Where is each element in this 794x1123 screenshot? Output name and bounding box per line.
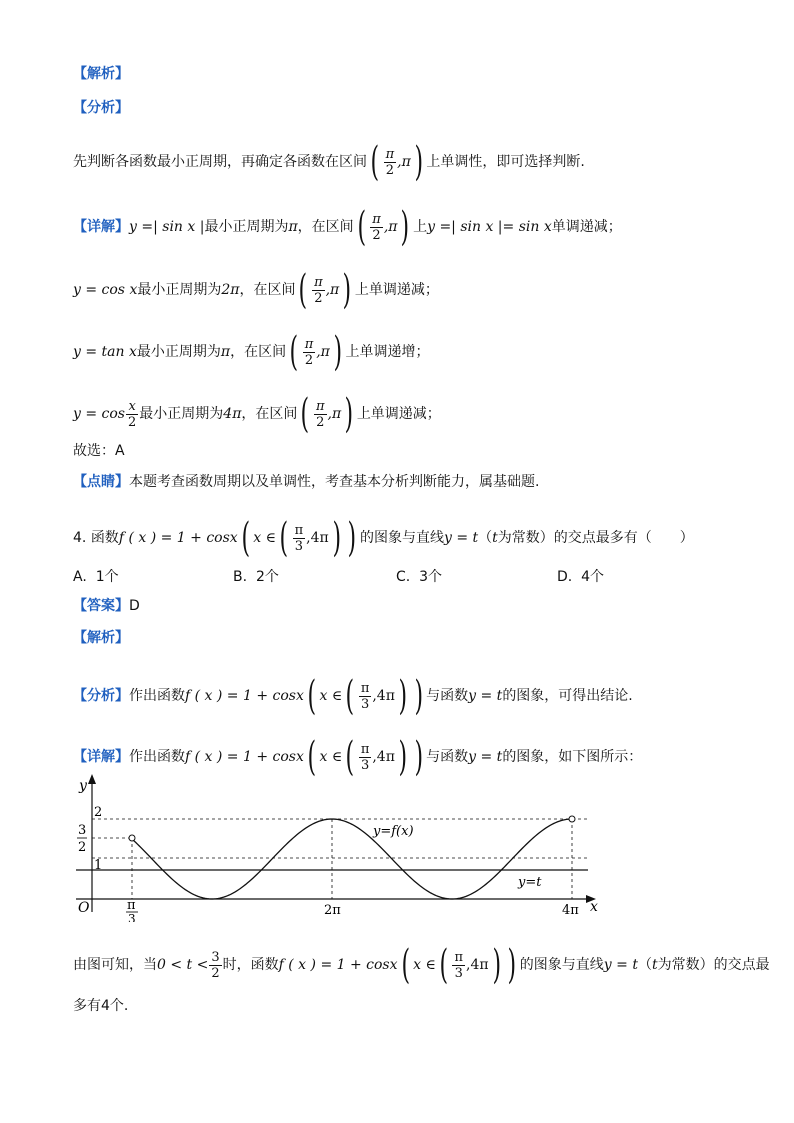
text: 上单调递减； [354,282,439,298]
text: （ [478,530,493,546]
fenxi-line-1 [73,139,585,185]
math-expr: y = tan x [73,344,137,360]
math-var: t [651,957,658,973]
interval: ( $\frac{\pi}{2}$ ,π ) [357,204,410,250]
domain: ( x ∈ ( $\frac{\pi}{3}$ ,4π ) ) [307,673,423,719]
section-jiexi-heading-2: 【解析】 [73,630,129,646]
text: 最小正周期为 [139,406,224,422]
option-a: A. 1个 [73,569,119,585]
text: 先判断各函数最小正周期，再确定各函数在区间 [73,154,367,170]
y-axis-label: y [79,778,87,794]
text: 单调递减； [551,219,622,235]
math-expr: y = cos [73,406,125,422]
text: 的图象与直线 [519,957,604,973]
math-expr: y =| sin x | [129,219,205,235]
text: 上单调递减； [356,406,441,422]
y-tick-1: 1 [94,858,103,873]
x-tick-pi3-num: π [127,898,136,913]
y-tick-32-den: 2 [78,840,87,855]
math-expr: 0 < t < [157,957,209,973]
text: 函数 [90,530,119,546]
y-axis-arrow [88,774,96,784]
dianjing-tag: 【点睛】 [73,474,129,490]
x-axis-label: x [590,899,598,915]
xiangjie-line-1 [73,204,622,250]
open-endpoint-right [569,816,575,822]
math-expr: y = t [443,530,479,546]
line-cos [73,267,439,313]
math-expr: f ( x ) = 1 + cosx [278,957,398,973]
fenxi-line-2 [73,673,633,719]
conclusion-line-1 [73,942,770,988]
period: 2π [221,282,240,298]
text: 的图象，如下图所示： [502,749,643,765]
text: 作出函数 [129,688,185,704]
function-graph [70,772,610,922]
answer-line [73,596,140,616]
period: π [220,344,231,360]
conclusion-line-2: 多有4个. [73,998,129,1014]
text: 最小正周期为 [204,219,289,235]
math-expr: y =| sin x |= sin x [427,219,552,235]
math-expr: f ( x ) = 1 + cosx [118,530,238,546]
text: ，在区间 [241,406,298,422]
text: 最小正周期为 [137,282,222,298]
domain: ( x ∈ ( $\frac{\pi}{3}$ ,4π ) ) [241,515,357,561]
interval: ( $\frac{\pi}{2}$ ,π ) [289,329,342,375]
math-expr: f ( x ) = 1 + cosx [185,749,304,765]
text: 的图象，可得出结论. [502,688,633,704]
text: ，在区间 [239,282,296,298]
question-number: 4. [73,530,87,546]
xiangjie-line-2 [73,734,643,780]
fraction: $\frac{\pi}{2}$ [385,146,395,178]
text: 时，函数 [222,957,279,973]
answer-value: D [129,598,140,614]
fenxi-tag: 【分析】 [73,688,129,704]
curve-fx [132,819,572,899]
domain: ( x ∈ ( $\frac{\pi}{3}$ ,4π ) ) [307,734,423,780]
x-tick-4pi: 4π [562,903,579,918]
text: 为常数）的交点最多有（ ） [497,530,694,546]
fraction: $\frac{3}{2}$ [211,949,220,981]
text: 最小正周期为 [136,344,221,360]
line-tan [73,329,430,375]
open-endpoint-left [129,835,135,841]
fraction: $\frac{x}{2}$ [128,398,137,430]
text: 上单调递增； [345,344,430,360]
math-expr: f ( x ) = 1 + cosx [185,688,304,704]
interval: ( $\frac{\pi}{2}$ ,π ) [298,267,352,313]
origin-label: O [78,900,90,916]
domain: ( x ∈ ( $\frac{\pi}{3}$ ,4π ) ) [401,942,517,988]
line-label: y=t [518,875,542,890]
interval: ( $\frac{\pi}{2}$ ,π ) [370,139,423,185]
period: π [288,219,298,235]
option-b: B. 2个 [233,569,279,585]
math-expr: y = t [468,749,503,765]
interval: ( $\frac{\pi}{2}$ ,π ) [300,391,354,437]
text: ，在区间 [230,344,287,360]
text: 由图可知，当 [73,957,157,973]
option-c: C. 3个 [396,569,443,585]
xiangjie-tag: 【详解】 [73,219,129,235]
period: 4π [223,406,242,422]
text: 上 [413,219,428,235]
text: 上单调性，即可选择判断. [426,154,585,170]
text: （ [637,957,652,973]
section-fenxi-heading: 【分析】 [73,100,129,116]
curve-label: y=f(x) [373,824,414,839]
xiangjie-tag: 【详解】 [73,749,129,765]
x-tick-2pi: 2π [324,903,341,918]
dianjing-text: 本题考查函数周期以及单调性，考查基本分析判断能力，属基础题. [129,474,540,490]
y-tick-2: 2 [94,805,103,820]
line-cos-half [73,391,441,437]
text: 与函数 [426,688,469,704]
math-var: t [492,530,498,546]
section-jiexi-heading: 【解析】 [73,66,129,82]
text: 为常数）的交点最 [657,957,770,973]
text: ，在区间 [297,219,354,235]
guxuan: 故选：A [73,443,125,459]
option-d: D. 4个 [557,569,605,585]
question-4 [73,515,694,561]
math-expr: y = t [468,688,503,704]
dianjing-line [73,472,539,492]
text: 作出函数 [129,749,185,765]
text: 的图象与直线 [359,530,444,546]
y-tick-32-num: 3 [78,823,87,838]
math-expr: y = cos x [73,282,138,298]
answer-tag: 【答案】 [73,598,129,614]
math-expr: y = t [603,957,638,973]
text: 与函数 [426,749,469,765]
x-tick-pi3-den: 3 [128,912,136,922]
